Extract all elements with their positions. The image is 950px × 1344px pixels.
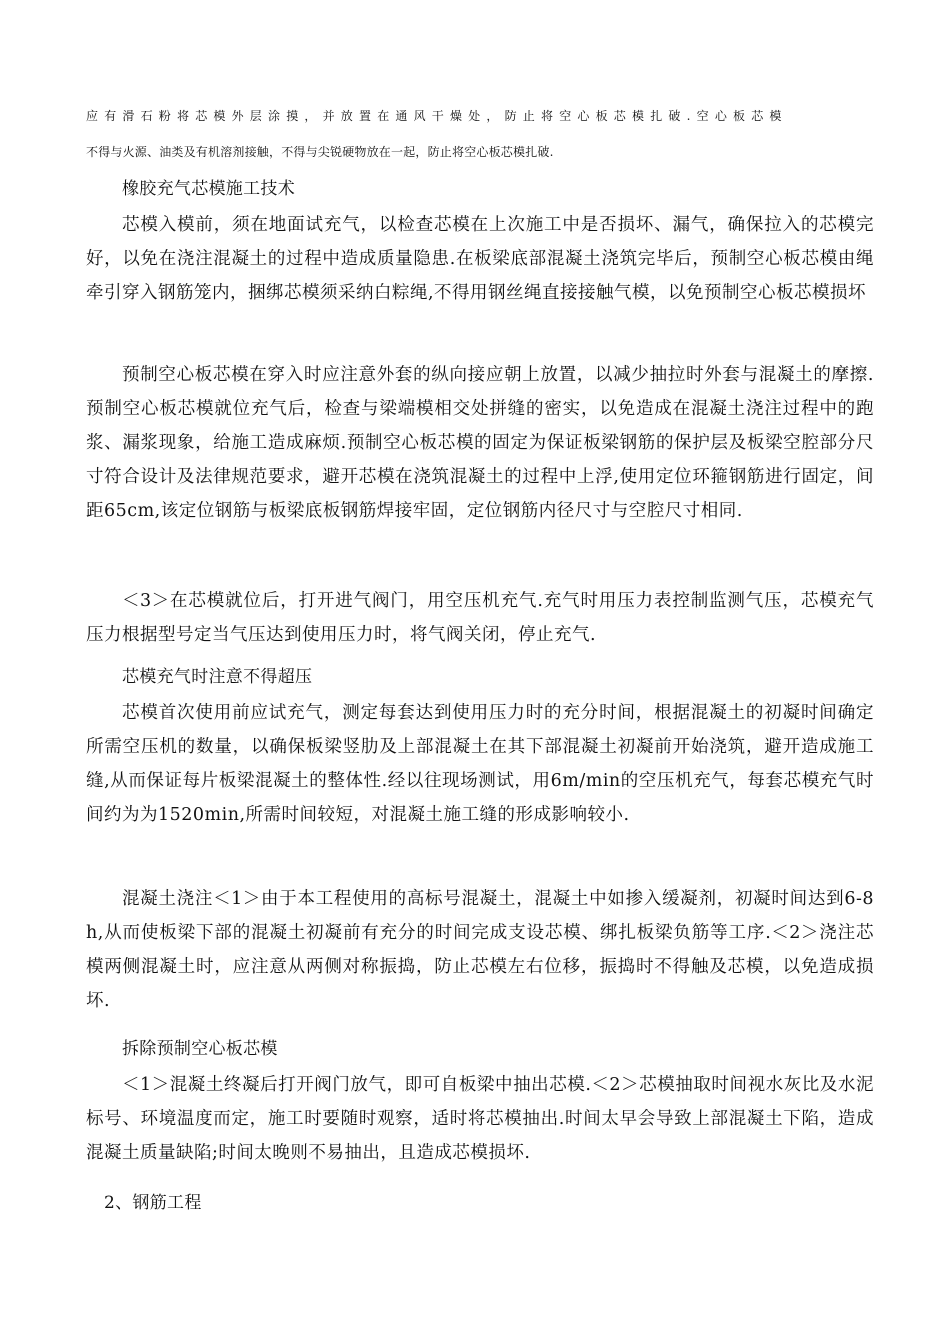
- paragraph-intro-line-1: 应有滑石粉将芯模外层涂摸，并放置在通风干燥处，防止将空心板芯模扎破.空心板芯模: [86, 109, 788, 123]
- paragraph-first-use: 芯模首次使用前应试充气，测定每套达到使用压力时的充分时间，根据混凝土的初凝时间确定所需空压机的数量，以确保板梁竖肋及上部混凝土在其下部混凝土初凝前开始浇筑，避开造成施工缝,从而保证每片板梁混凝土的整体性.经以往现场测试，用6m/min的空压机充气，每套芯模充气时间约为为1520min,所需时间较短，对混凝土施工缝的形成影响较小.: [86, 703, 874, 825]
- section-heading-rebar: 2、钢筋工程: [104, 1193, 202, 1213]
- paragraph-core-removal: ＜1＞混凝土终凝后打开阀门放气，即可自板梁中抽出芯模.＜2＞芯模抽取时间视水灰比及水泥标号、环境温度而定，施工时要随时观察，适时将芯模抽出.时间太早会导致上部混凝土下陷，造成混凝土质量缺陷;时间太晚则不易抽出，且造成芯模损坏.: [86, 1075, 874, 1163]
- paragraph-concrete-pouring: 混凝土浇注＜1＞由于本工程使用的高标号混凝土，混凝土中如掺入缓凝剂，初凝时间达到6-8h,从而使板梁下部的混凝土初凝前有充分的时间完成支设芯模、绑扎板梁负筋等工序.＜2＞浇注芯模两侧混凝土时，应注意从两侧对称振捣，防止芯模左右位移，振捣时不得触及芯模，以免造成损坏.: [86, 889, 874, 1011]
- paragraph-core-insertion: 预制空心板芯模在穿入时应注意外套的纵向接应朝上放置，以减少抽拉时外套与混凝土的摩擦.预制空心板芯模就位充气后，检查与梁端模相交处拼缝的密实，以免造成在混凝土浇注过程中的跑浆、漏浆现象，给施工造成麻烦.预制空心板芯模的固定为保证板梁钢筋的保护层及板梁空腔部分尺寸符合设计及法律规范要求，避开芯模在浇筑混凝土的过程中上浮,使用定位环箍钢筋进行固定，间距65cm,该定位钢筋与板梁底板钢筋焊接牢固，定位钢筋内径尺寸与空腔尺寸相同.: [86, 365, 874, 521]
- paragraph-intro-line-2: 不得与火源、油类及有机溶剂接触，不得与尖锐硬物放在一起，防止将空心板芯模扎破.: [86, 145, 554, 159]
- paragraph-core-entry: 芯模入模前，须在地面试充气，以检查芯模在上次施工中是否损坏、漏气，确保拉入的芯模完好，以免在浇注混凝土的过程中造成质量隐患.在板梁底部混凝土浇筑完毕后，预制空心板芯模由绳牵引穿入钢筋笼内，捆绑芯模须采纳白粽绳,不得用钢丝绳直接接触气模，以免预制空心板芯模损坏: [86, 215, 874, 303]
- section-heading-rubber-core: 橡胶充气芯模施工技术: [122, 179, 295, 199]
- paragraph-inflation: ＜3＞在芯模就位后，打开进气阀门，用空压机充气.充气时用压力表控制监测气压，芯模充气压力根据型号定当气压达到使用压力时，将气阀关闭，停止充气.: [86, 591, 874, 645]
- section-heading-remove-core: 拆除预制空心板芯模: [122, 1039, 278, 1059]
- section-heading-no-overpressure: 芯模充气时注意不得超压: [122, 667, 313, 687]
